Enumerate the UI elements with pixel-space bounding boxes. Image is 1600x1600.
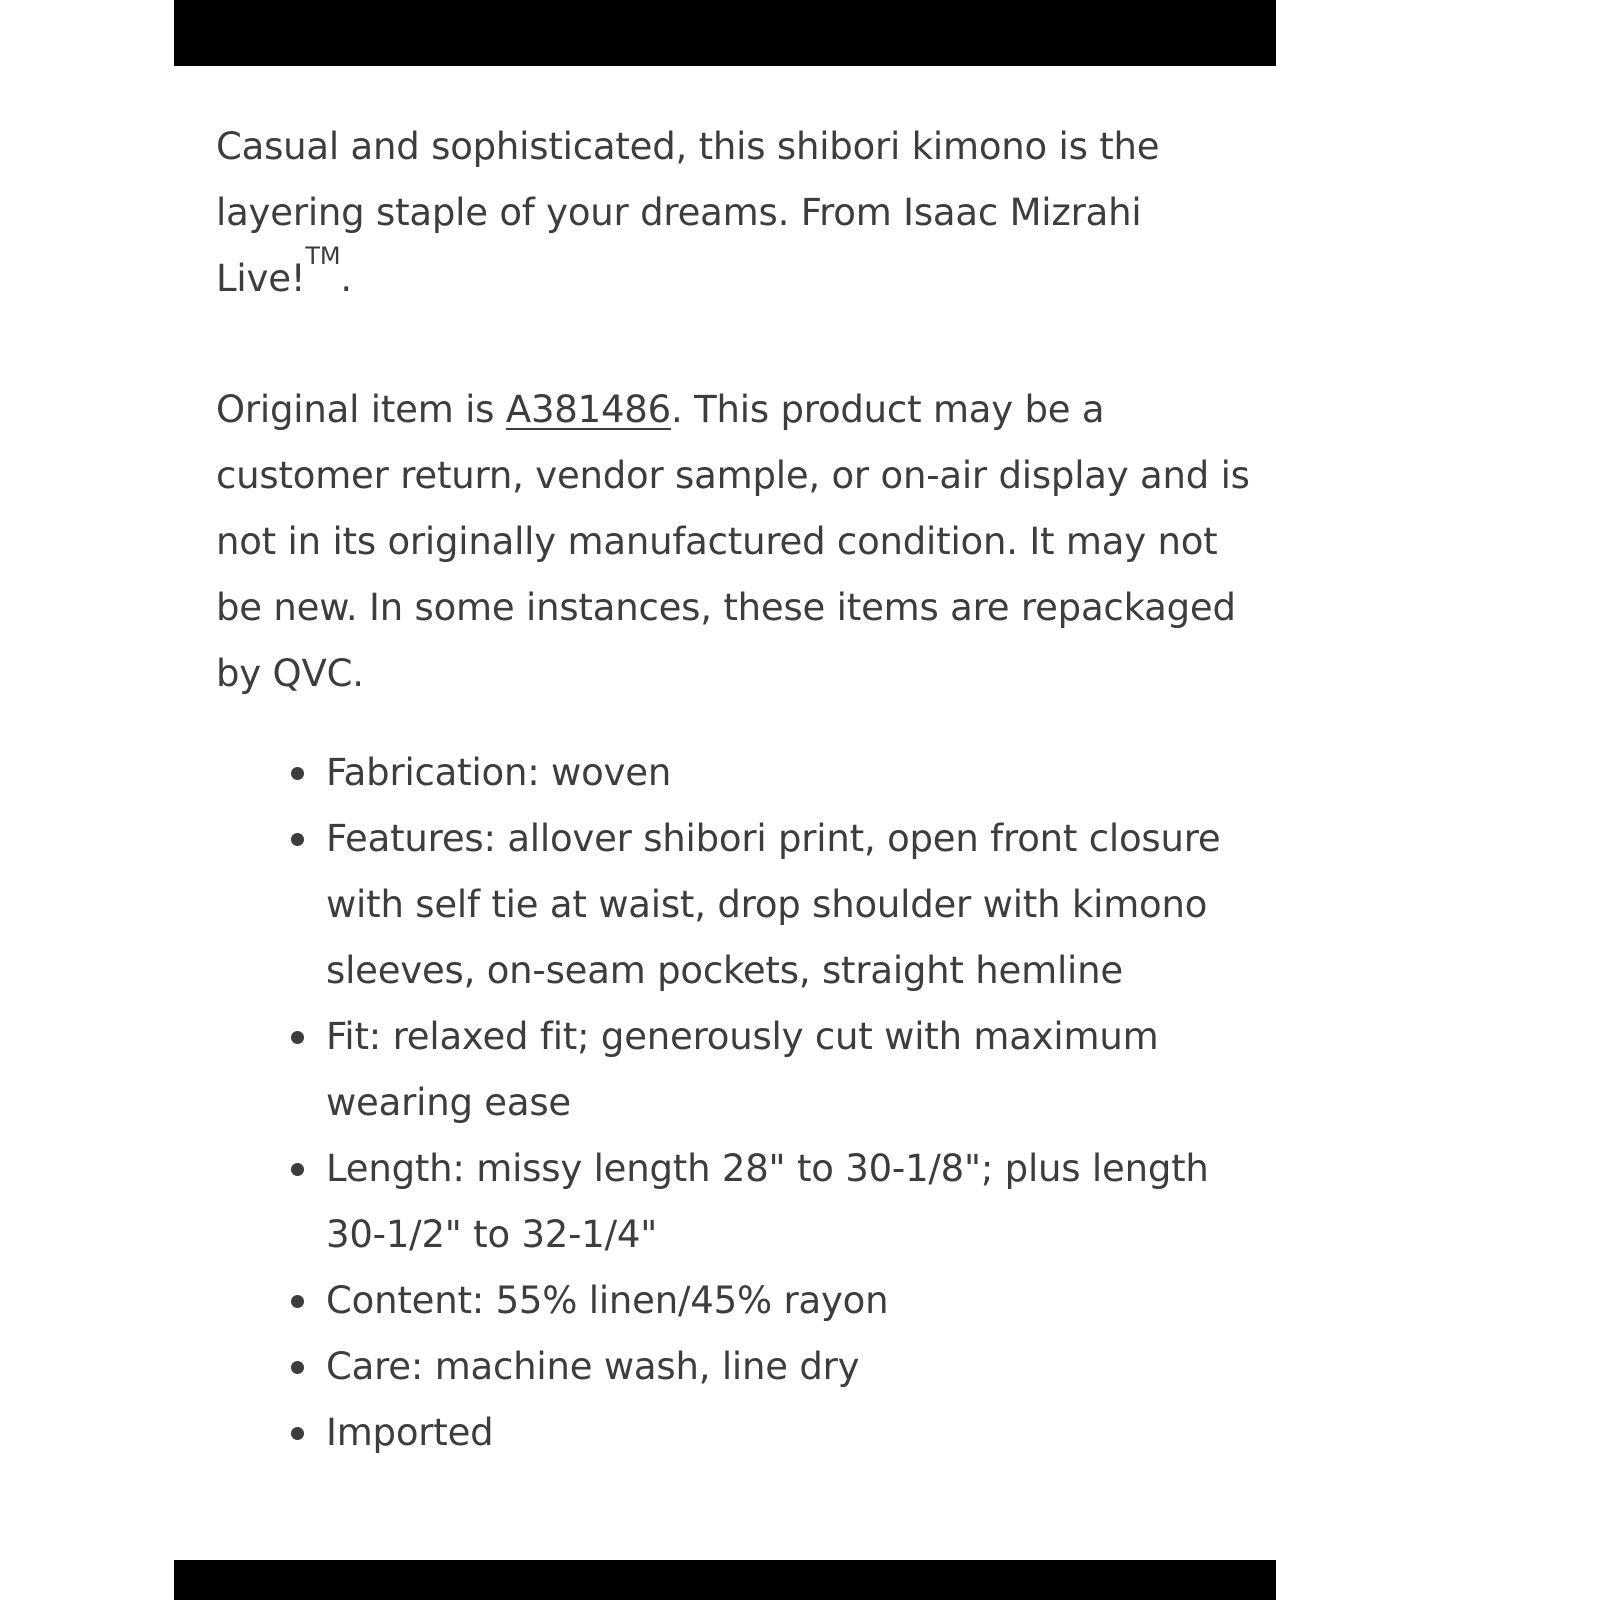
original-item-link[interactable]: A381486 — [505, 388, 671, 431]
top-black-bar — [174, 0, 1276, 66]
feature-list — [216, 740, 1256, 1466]
intro-paragraph — [216, 114, 1256, 312]
feature-item: Length: missy length 28" to 30-1/8"; plus length 30-1/2" to 32-1/4" — [326, 1136, 1256, 1268]
feature-item: Fit: relaxed fit; generously cut with maximum wearing ease — [326, 1004, 1256, 1136]
intro-text: Casual and sophisticated, this shibori kimono is the layering staple of your dreams. From Isaac Mizrahi Live! — [216, 125, 1160, 300]
product-description — [216, 114, 1256, 1466]
feature-item: Fabrication: woven — [326, 740, 1256, 806]
original-suffix: . This product may be a customer return, vendor sample, or on-air display and is not in its originally manufactured condition. It may not be new. In some instances, these items are repackaged by QVC. — [216, 388, 1250, 695]
bottom-black-bar — [174, 1560, 1276, 1600]
feature-item: Imported — [326, 1400, 1256, 1466]
feature-item: Care: machine wash, line dry — [326, 1334, 1256, 1400]
original-item-paragraph — [216, 377, 1256, 707]
trademark-symbol: TM — [305, 241, 341, 270]
original-prefix: Original item is — [216, 388, 506, 431]
feature-item: Content: 55% linen/45% rayon — [326, 1268, 1256, 1334]
intro-end: . — [340, 257, 352, 300]
feature-item: Features: allover shibori print, open front closure with self tie at waist, drop shoulder with kimono sleeves, on-seam pockets, straight hemline — [326, 806, 1256, 1004]
